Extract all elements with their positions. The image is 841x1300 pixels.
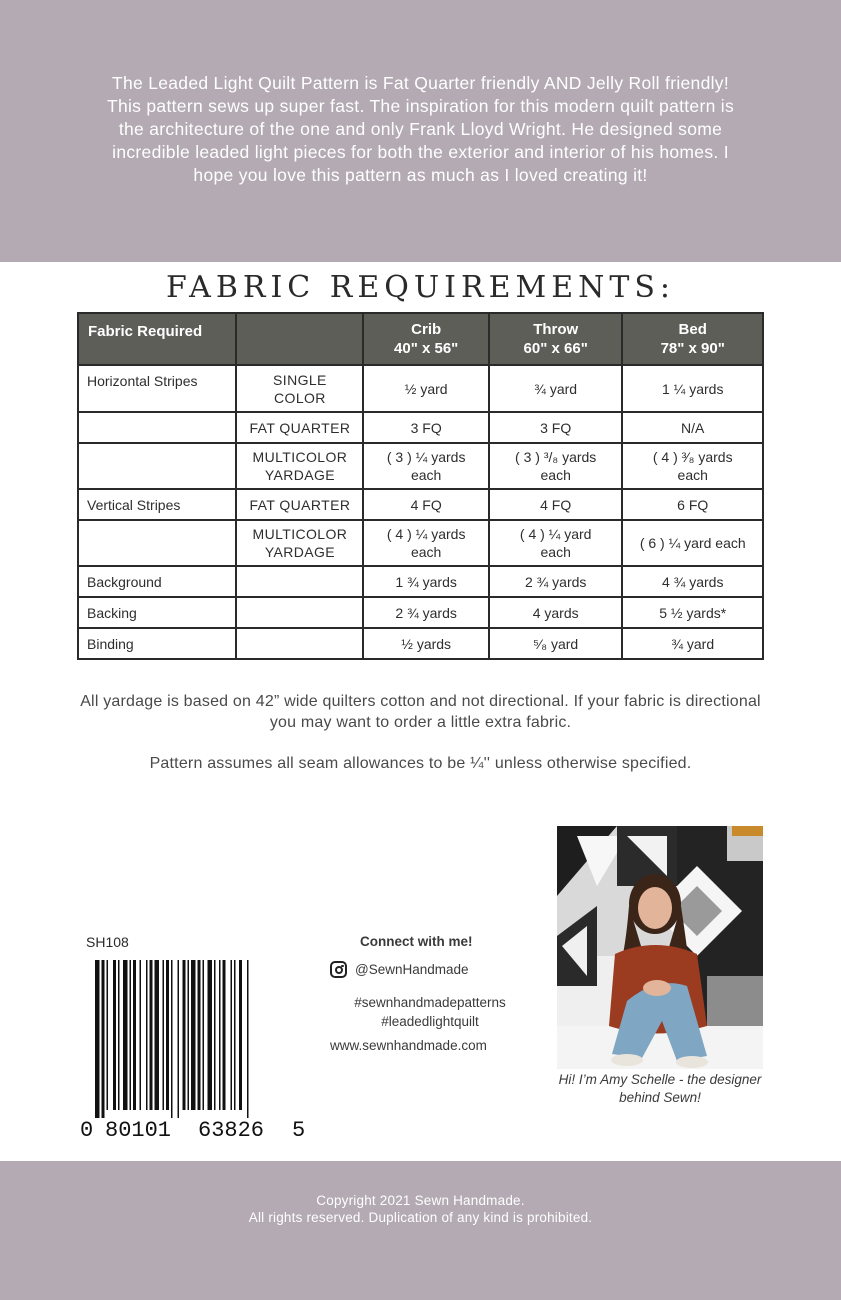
barcode-bar: [163, 960, 165, 1110]
barcode-digit-group: 80101: [105, 1118, 172, 1143]
instagram-handle: @SewnHandmade: [355, 962, 469, 977]
table-header-row: [78, 313, 763, 365]
barcode-bar: [102, 960, 105, 1118]
cell-crib: 1 ¾ yards: [363, 566, 489, 597]
bottom-band: [0, 1161, 841, 1300]
cell-throw: ( 3 ) ³/₈ yards each: [489, 443, 623, 489]
barcode-bar: [146, 960, 148, 1110]
hashtag: #sewnhandmadepatterns: [354, 995, 506, 1010]
barcode-bar: [203, 960, 205, 1110]
size-dims: 78" x 90": [660, 340, 725, 357]
barcode-bar: [234, 960, 236, 1110]
seam-allowance-note: Pattern assumes all seam allowances to be ¼'' unless otherwise specified.: [149, 755, 692, 772]
header-size-bed: [622, 313, 763, 365]
size-name: Crib: [411, 321, 442, 338]
row-fabric-name: [78, 520, 236, 566]
barcode-digit-group: 5: [292, 1118, 306, 1143]
photo-caption: Hi! I’m Amy Schelle - the designer behind Sewn!: [558, 1072, 762, 1105]
website-link[interactable]: www.sewnhandmade.com: [330, 1038, 487, 1053]
table-row: [78, 489, 763, 520]
barcode-bar: [155, 960, 160, 1110]
cell-throw: ( 4 ) ¼ yard each: [489, 520, 623, 566]
size-dims: 60" x 66": [523, 340, 588, 357]
cell-crib: ½ yard: [363, 365, 489, 412]
cell-crib: 4 FQ: [363, 489, 489, 520]
cell-bed: 6 FQ: [622, 489, 763, 520]
barcode-bar: [140, 960, 142, 1110]
cell-crib: ( 3 ) ¼ yards each: [363, 443, 489, 489]
cell-crib: ½ yards: [363, 628, 489, 659]
barcode-bar: [247, 960, 249, 1118]
row-fabric-name: Background: [78, 566, 236, 597]
yardage-note: All yardage is based on 42” wide quilters cotton and not directional. If your fabric is directional you may want to order a little extra fabric.: [80, 693, 761, 731]
cell-bed: ( 6 ) ¼ yard each: [622, 520, 763, 566]
cell-bed: 1 ¼ yards: [622, 365, 763, 412]
row-fabric-type: [236, 566, 363, 597]
hashtags: [330, 993, 530, 1031]
barcode-bar: [231, 960, 233, 1110]
barcode-bars: [78, 958, 310, 1118]
row-fabric-type: [236, 597, 363, 628]
barcode-bar: [198, 960, 201, 1110]
size-name: Bed: [678, 321, 707, 338]
row-fabric-type: FAT QUARTER: [236, 489, 363, 520]
intro-paragraph: The Leaded Light Quilt Pattern is Fat Quarter friendly AND Jelly Roll friendly! This pattern sews up super fast. The inspiration for this modern quilt pattern is the architecture of the one and only Frank Lloyd Wright. He designed some incredible leaded light pieces for both the exterior and interior of his homes. I hope you love this pattern as much as I loved creating it!: [106, 73, 735, 185]
table-row: [78, 520, 763, 566]
hashtag: #leadedlightquilt: [381, 1014, 479, 1029]
table-row: [78, 443, 763, 489]
size-name: Throw: [533, 321, 579, 338]
fabric-requirements-table: [77, 312, 764, 660]
table-row: [78, 566, 763, 597]
barcode-bar: [219, 960, 221, 1110]
barcode-digit-group: 63826: [198, 1118, 265, 1143]
barcode-bar: [188, 960, 190, 1110]
cell-crib: ( 4 ) ¼ yards each: [363, 520, 489, 566]
cell-throw: 4 FQ: [489, 489, 623, 520]
cell-throw: 3 FQ: [489, 412, 623, 443]
section-title: FABRIC REQUIREMENTS:: [165, 270, 676, 305]
row-fabric-name: Vertical Stripes: [78, 489, 236, 520]
barcode-bar: [150, 960, 153, 1110]
row-fabric-type: MULTICOLOR YARDAGE: [236, 443, 363, 489]
copyright-line: Copyright 2021 Sewn Handmade.: [316, 1193, 525, 1208]
table-row: [78, 628, 763, 659]
copyright-line: All rights reserved. Duplication of any kind is prohibited.: [248, 1210, 593, 1225]
row-fabric-name: Binding: [78, 628, 236, 659]
barcode-bar: [191, 960, 196, 1110]
cell-bed: ( 4 ) ³⁄₈ yards each: [622, 443, 763, 489]
barcode-bar: [183, 960, 186, 1110]
copyright: [0, 1192, 841, 1226]
connect-heading: Connect with me!: [360, 934, 473, 949]
barcode-bar: [223, 960, 226, 1110]
barcode-bar: [208, 960, 213, 1110]
barcode-bar: [214, 960, 216, 1110]
cell-throw: 4 yards: [489, 597, 623, 628]
barcode-digit-group: 0: [80, 1118, 94, 1143]
instagram-link[interactable]: [330, 961, 469, 978]
barcode-bar: [95, 960, 100, 1118]
barcode-bar: [239, 960, 242, 1110]
cell-bed: N/A: [622, 412, 763, 443]
cell-bed: ¾ yard: [622, 628, 763, 659]
row-fabric-name: [78, 412, 236, 443]
barcode-bar: [171, 960, 173, 1118]
designer-photo-illustration: [557, 826, 763, 1069]
barcode-bar: [133, 960, 136, 1110]
barcode-bar: [113, 960, 116, 1110]
header-fabric-required: Fabric Required: [78, 313, 236, 365]
cell-bed: 5 ½ yards*: [622, 597, 763, 628]
row-fabric-type: MULTICOLOR YARDAGE: [236, 520, 363, 566]
cell-throw: ¾ yard: [489, 365, 623, 412]
barcode-bar: [178, 960, 180, 1118]
instagram-icon: [330, 961, 347, 978]
row-fabric-type: SINGLE COLOR: [236, 365, 363, 412]
barcode: [78, 958, 310, 1144]
size-dims: 40" x 56": [394, 340, 459, 357]
table-row: [78, 597, 763, 628]
barcode-bar: [107, 960, 109, 1110]
cell-throw: 2 ¾ yards: [489, 566, 623, 597]
cell-crib: 2 ¾ yards: [363, 597, 489, 628]
cell-crib: 3 FQ: [363, 412, 489, 443]
row-fabric-name: [78, 443, 236, 489]
cell-bed: 4 ¾ yards: [622, 566, 763, 597]
barcode-bar: [123, 960, 128, 1110]
cell-throw: ⁵⁄₈ yard: [489, 628, 623, 659]
table-row: [78, 412, 763, 443]
row-fabric-type: [236, 628, 363, 659]
row-fabric-type: FAT QUARTER: [236, 412, 363, 443]
header-size-throw: [489, 313, 623, 365]
header-size-crib: [363, 313, 489, 365]
table-row: [78, 365, 763, 412]
header-type: [236, 313, 363, 365]
barcode-bar: [130, 960, 132, 1110]
row-fabric-name: Horizontal Stripes: [78, 365, 236, 412]
barcode-digits: [78, 1118, 310, 1144]
barcode-bar: [118, 960, 120, 1110]
barcode-bar: [166, 960, 169, 1110]
designer-photo: [557, 826, 763, 1069]
sku-code: SH108: [86, 934, 129, 950]
row-fabric-name: Backing: [78, 597, 236, 628]
